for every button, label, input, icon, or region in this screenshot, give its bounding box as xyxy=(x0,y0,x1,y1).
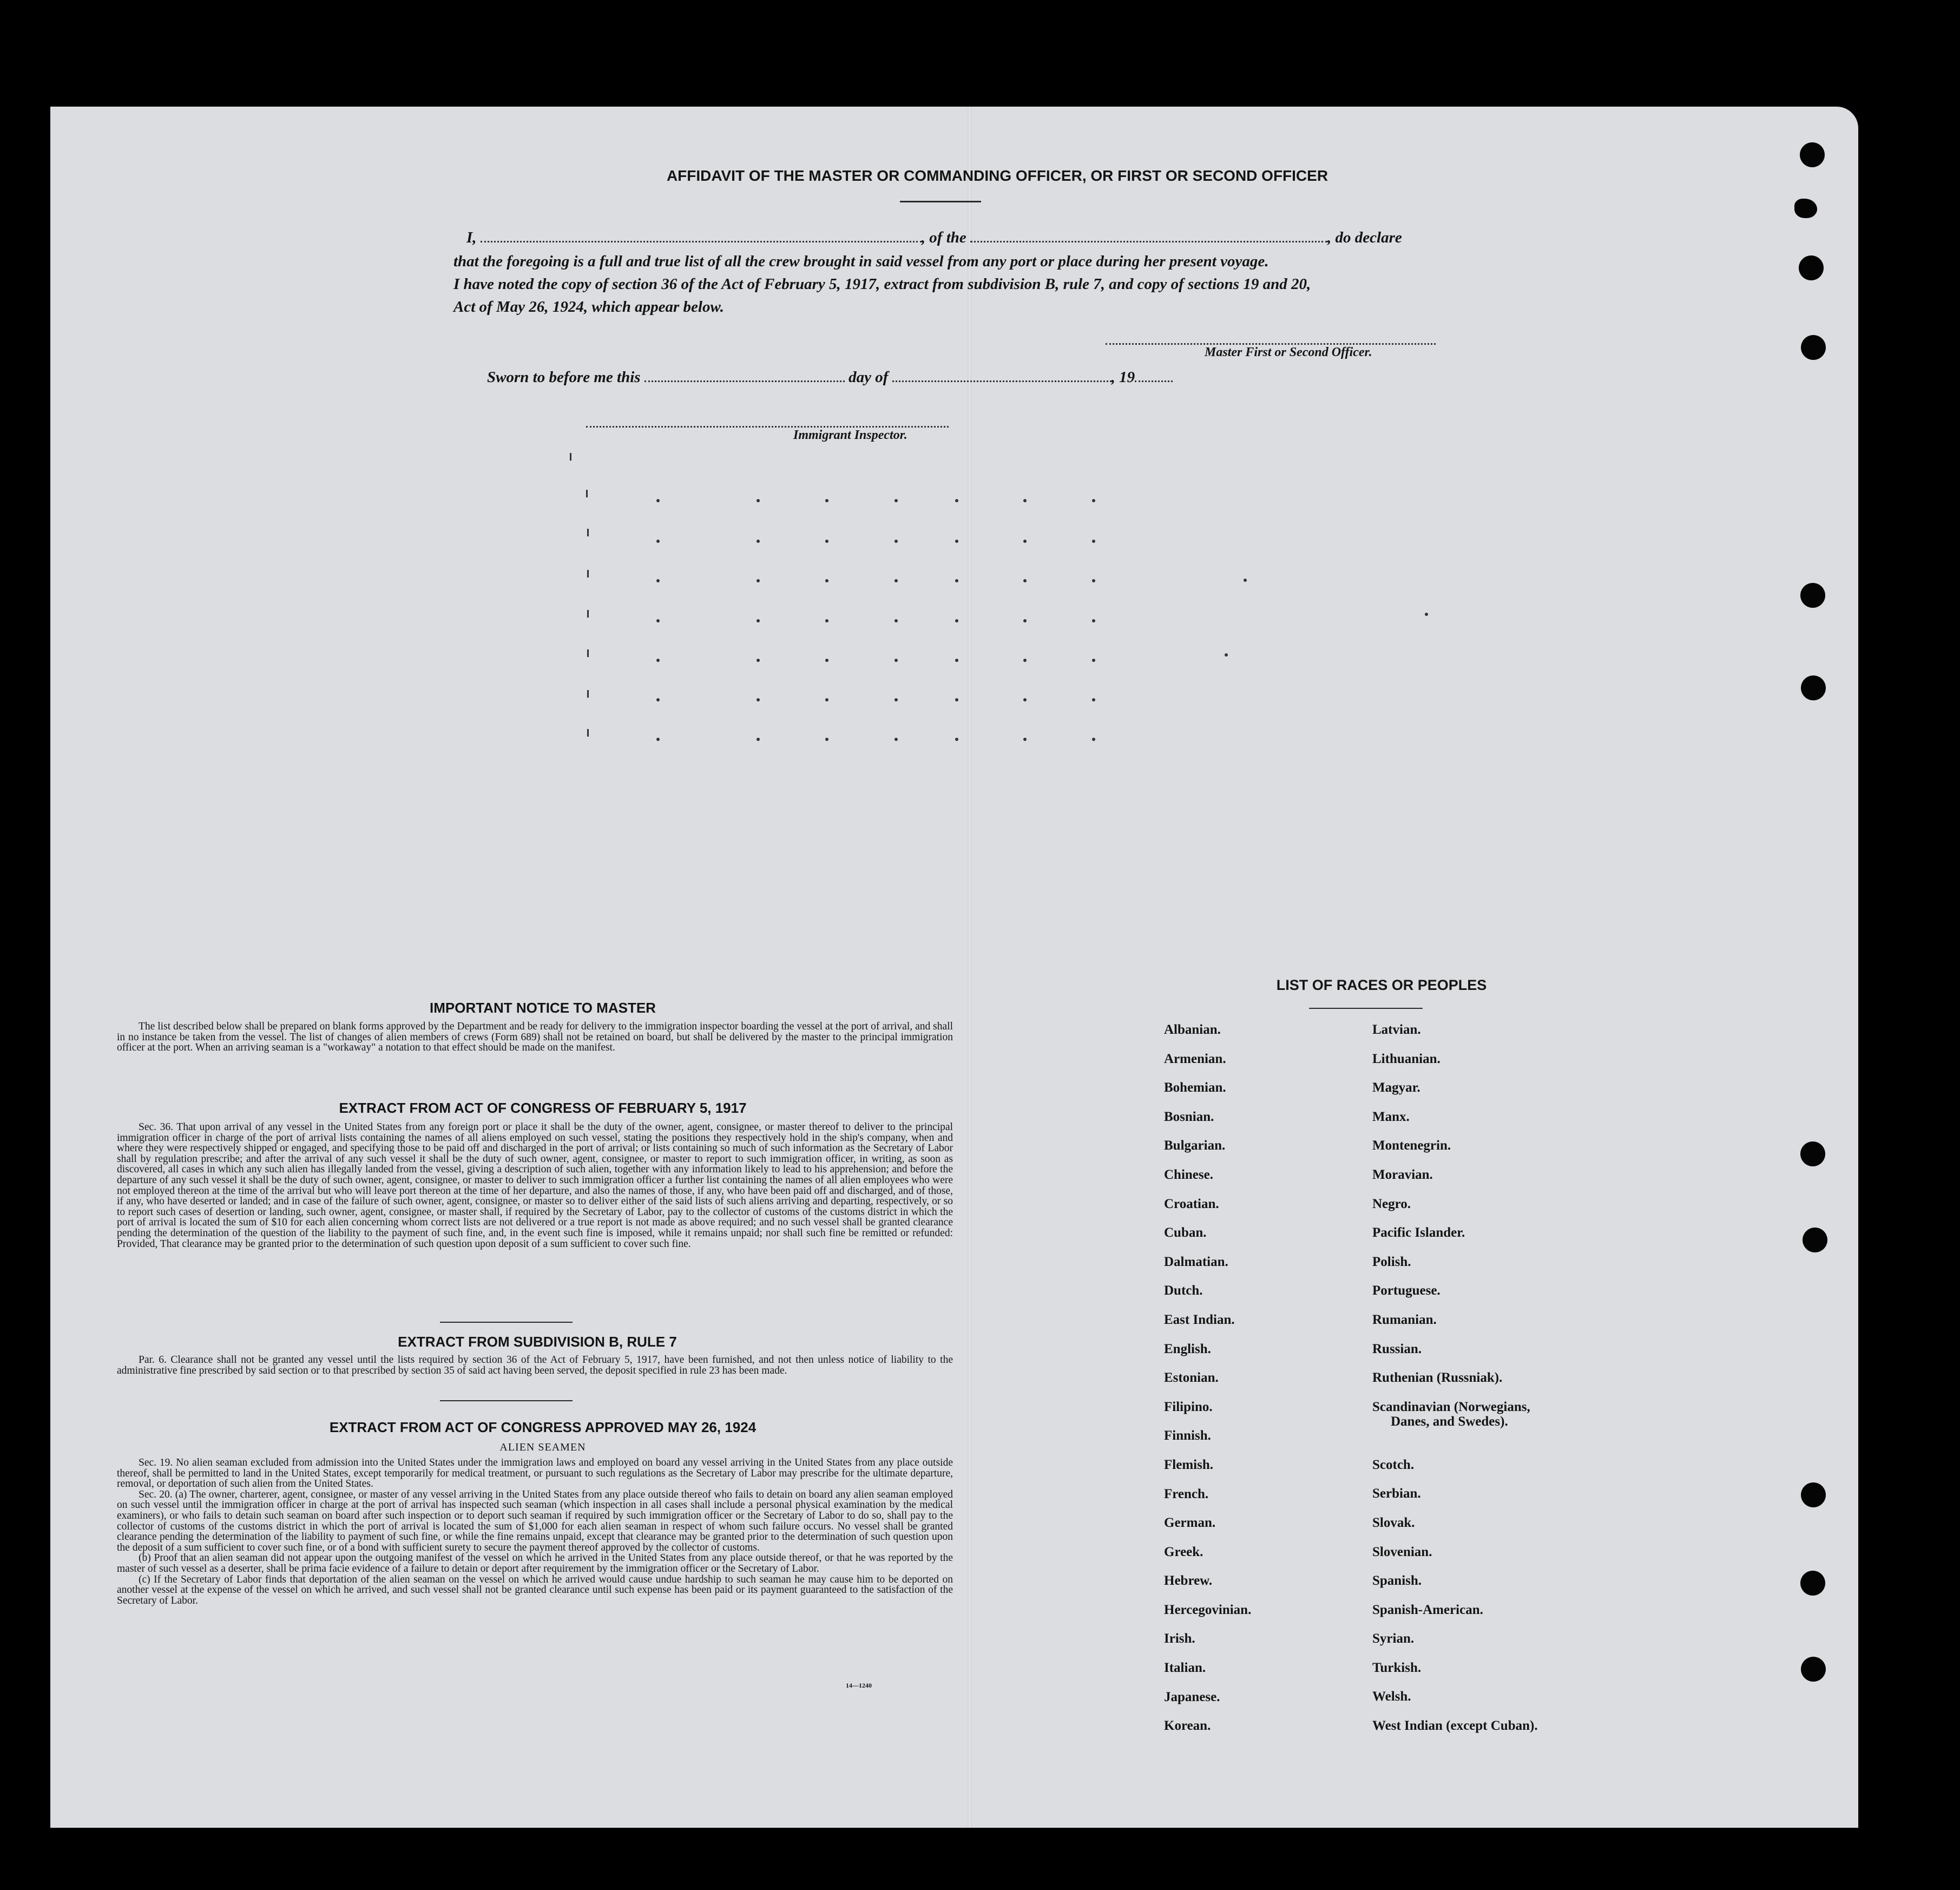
document-sheet xyxy=(50,107,1858,1828)
punch-hole xyxy=(1803,1228,1827,1252)
affidavit-line-2: that the foregoing is a full and true list of all the crew brought in said vessel from any port or place during her present voyage. xyxy=(453,253,1269,270)
race-item: English. xyxy=(1164,1341,1211,1356)
year-label: , 19 xyxy=(1111,369,1135,386)
of-the-label: , of the xyxy=(921,229,966,246)
par-6-paragraph: Par. 6. Clearance shall not be granted any vessel until the lists required by section 36 of the Act of February 5, 1917, have been furnished, and not then unless notice of liability to the administrative fine prescribed by said section or to that prescribed by section 35 of said act having been served, the deposit specified in rule 23 has been made. xyxy=(117,1354,953,1376)
race-item: Latvian. xyxy=(1372,1022,1421,1037)
race-item: Ruthenian (Russniak). xyxy=(1372,1370,1503,1386)
races-left-column xyxy=(1164,1022,1251,1748)
race-item: Moravian. xyxy=(1372,1167,1433,1182)
affidavit-line-3: I have noted the copy of section 36 of the Act of February 5, 1917, extract from subdivision B, rule 7, and copy of sections 19 and 20, xyxy=(453,275,1311,293)
sworn-line xyxy=(487,369,1299,386)
race-item: Slovenian. xyxy=(1372,1544,1432,1559)
sec-20c-paragraph: (c) If the Secretary of Labor finds that deportation of the alien seaman on the vessel on which he arrived would cause undue hardship to such seaman he may cause him to be deported on another vessel at the expense of the vessel on which he arrived, and such vessel shall not be granted clearance until such expense has been paid or its payment guaranteed to the satisfaction of the Secretary of Labor. xyxy=(117,1573,953,1606)
ink-blot xyxy=(1794,199,1817,218)
race-item: Negro. xyxy=(1372,1196,1411,1211)
race-item: Spanish-American. xyxy=(1372,1602,1483,1617)
divider xyxy=(440,1400,573,1401)
form-number: 14—1240 xyxy=(846,1682,872,1689)
race-item: Bosnian. xyxy=(1164,1109,1214,1124)
race-item: Syrian. xyxy=(1372,1631,1415,1646)
race-item: Cuban. xyxy=(1164,1225,1207,1241)
race-item: Turkish. xyxy=(1372,1660,1422,1675)
race-item: Montenegrin. xyxy=(1372,1138,1451,1153)
month-blank[interactable] xyxy=(892,380,1111,382)
sec-20b-paragraph: (b) Proof that an alien seaman did not appear upon the outgoing manifest of the vessel on which he arrived in the United States from any place outside thereof, or that he was reported by the master of such vessel as a deserter, shall be prima facie evidence of a failure to detain or deport after requirement by the immigration officer or the Secretary of Labor. xyxy=(117,1552,953,1574)
title-underline xyxy=(900,201,981,202)
affidavit-title: AFFIDAVIT OF THE MASTER OR COMMANDING OFFICER, OR FIRST OR SECOND OFFICER xyxy=(666,167,1328,184)
extract-1917-title: EXTRACT FROM ACT OF CONGRESS OF FEBRUARY 5, 1917 xyxy=(339,1100,747,1116)
inspector-label: Immigrant Inspector. xyxy=(793,428,907,442)
race-item: Danes, and Swedes). xyxy=(1391,1414,1508,1429)
race-item: Chinese. xyxy=(1164,1167,1213,1182)
punch-hole xyxy=(1800,583,1825,608)
race-item: Croatian. xyxy=(1164,1196,1219,1211)
notice-body xyxy=(117,1021,953,1053)
master-signature-line[interactable] xyxy=(1106,343,1436,345)
race-item: Russian. xyxy=(1372,1341,1422,1356)
race-item: Italian. xyxy=(1164,1661,1206,1676)
race-item: Manx. xyxy=(1372,1109,1410,1124)
punch-hole xyxy=(1800,1141,1825,1166)
day-blank[interactable] xyxy=(644,380,845,382)
race-item: Scotch. xyxy=(1372,1457,1415,1472)
day-of-label: day of xyxy=(849,369,889,386)
alien-seamen-subtitle: ALIEN SEAMEN xyxy=(499,1441,586,1453)
do-declare-label: , do declare xyxy=(1327,229,1402,246)
name-blank[interactable] xyxy=(481,241,922,242)
race-item: Irish. xyxy=(1164,1631,1195,1646)
race-item: Welsh. xyxy=(1372,1689,1411,1704)
affidavit-line-4: Act of May 26, 1924, which appear below. xyxy=(453,298,724,316)
race-item: French. xyxy=(1164,1486,1209,1501)
sworn-prefix: Sworn to before me this xyxy=(487,369,641,386)
race-item: Armenian. xyxy=(1164,1051,1226,1066)
races-title-underline xyxy=(1309,1008,1423,1009)
punch-hole xyxy=(1801,335,1826,360)
punch-hole xyxy=(1801,675,1826,700)
extract-1924-title: EXTRACT FROM ACT OF CONGRESS APPROVED MAY 26, 1924 xyxy=(329,1419,757,1435)
inspector-signature-line[interactable] xyxy=(586,426,949,428)
race-item: Flemish. xyxy=(1164,1457,1213,1472)
extract-1917-body xyxy=(117,1122,953,1249)
race-item: Slovak. xyxy=(1372,1515,1415,1530)
master-label: Master First or Second Officer. xyxy=(1205,345,1372,359)
race-item: Spanish. xyxy=(1372,1573,1422,1589)
race-item: Dutch. xyxy=(1164,1283,1203,1298)
punch-hole xyxy=(1801,1657,1826,1682)
subdivision-b-title: EXTRACT FROM SUBDIVISION B, RULE 7 xyxy=(398,1334,677,1350)
race-item: East Indian. xyxy=(1164,1312,1235,1327)
race-item: Korean. xyxy=(1164,1718,1211,1734)
i-label: I, xyxy=(466,229,477,246)
race-item: Lithuanian. xyxy=(1372,1051,1441,1066)
year-blank[interactable] xyxy=(1135,380,1173,382)
sec-20a-paragraph: Sec. 20. (a) The owner, charterer, agent, consignee, or master of any vessel arriving in the United States from any place outside thereof who fails to detain on board any alien seaman employed on such vessel until the immigration officer in charge at the port of arrival has inspected such seaman (which inspection in all cases shall include a personal physical examination by the medical examiners), or who fails to detain such seaman on board after such inspection or to deport such seaman if required by such immigration officer or the Secretary of Labor to do so, shall pay to the collector of customs of the customs district in which the port of arrival is located the sum of $1,000 for each alien seaman in respect of whom such failure occurs. No vessel shall be granted clearance pending the determination of the liability to payment of such fine, or while the fine remains unpaid, except that clearance may be granted prior to the determination of such question upon the deposit of a sum sufficient to cover such fine, or of a bond with sufficient surety to secure the payment thereof approved by the collector of customs. xyxy=(117,1488,953,1553)
race-item: Japanese. xyxy=(1164,1689,1220,1704)
sec-19-paragraph: Sec. 19. No alien seaman excluded from admission into the United States under the immigration laws and employed on board any vessel arriving in the United States from any place outside thereof, shall be permitted to land in the United States, except temporarily for medical treatment, or pursuant to such regulations as the Secretary of Labor may prescribe for the ultimate departure, removal, or deportation of such alien from the United States. xyxy=(117,1457,953,1490)
notice-paragraph: The list described below shall be prepared on blank forms approved by the Department and be ready for delivery to the immigration inspector boarding the vessel at the port of arrival, and shall in no instance be taken from the vessel. The list of changes of alien members of crews (Form 689) shall not be retained on board, but shall be delivered by the master to the principal immigration officer at the port. When an arriving seaman is a "workaway" a notation to that effect should be made on the manifest. xyxy=(117,1021,953,1054)
race-item: Portuguese. xyxy=(1372,1283,1441,1298)
vessel-blank[interactable] xyxy=(970,241,1327,242)
race-item: West Indian (except Cuban). xyxy=(1372,1718,1538,1734)
race-item: Dalmatian. xyxy=(1164,1254,1228,1269)
races-right-column xyxy=(1372,1022,1538,1748)
race-item: Hercegovinian. xyxy=(1164,1602,1252,1617)
punch-hole xyxy=(1799,255,1824,280)
race-item: Scandinavian (Norwegians, xyxy=(1372,1399,1530,1414)
race-item: Pacific Islander. xyxy=(1372,1225,1465,1241)
race-item: Greek. xyxy=(1164,1544,1203,1559)
race-item: Polish. xyxy=(1372,1254,1411,1269)
race-item: Bulgarian. xyxy=(1164,1138,1226,1153)
race-item: Albanian. xyxy=(1164,1022,1221,1037)
race-item: Serbian. xyxy=(1372,1486,1421,1501)
divider xyxy=(440,1322,573,1323)
punch-hole xyxy=(1800,1571,1825,1596)
punch-hole xyxy=(1801,1482,1826,1507)
section-36-paragraph: Sec. 36. That upon arrival of any vessel in the United States from any foreign port or place it shall be the duty of the owner, agent, consignee, or master thereof to deliver to the principal immigration officer in charge of the port of arrival lists containing the names of all aliens employed on such vessel, stating the positions they respectively hold in the ship's company, when and where they were respectively shipped or engaged, and specifying those to be paid off and discharged in the port of arrival; or lists containing so much of such information as the Secretary of Labor shall by regulation prescribe; and after the arrival of any such vessel it shall be the duty of such owner, agent, consignee, or master to report to such immigration officer, in writing, as soon as discovered, all cases in which any such alien has illegally landed from the vessel, giving a description of such alien, together with any information likely to lead to his apprehension; and before the departure of any such vessel it shall be the duty of such owner, agent, consignee, or master to deliver to such immigration officer a further list containing the names of all alien employees who were not employed thereon at the time of the arrival but who will leave port thereon at the time of her departure, and also the names of those, if any, who have been paid off and discharged, and of those, if any, who have deserted or landed; and in case of the failure of such owner, agent, consignee, or master so to deliver either of the said lists of such aliens arriving and departing, respectively, or so to report such cases of desertion or landing, such owner, agent, consignee, or master shall, if required by the Secretary of Labor, pay to the collector of customs of the customs district in which the port of arrival is located the sum of $10 for each alien concerning whom correct lists are not delivered or a true report is not made as above required; and no such vessel shall be granted clearance pending the determination of the question of the liability to the payment of such fine, and, in the event such fine is imposed, while it remains unpaid; nor shall such fine be remitted or refunded: Provided, That clearance may be granted prior to the determination of such question upon deposit of a sum sufficient to cover such fine. xyxy=(117,1121,953,1250)
extract-1924-body xyxy=(117,1458,953,1606)
punch-hole xyxy=(1800,142,1825,167)
notice-title: IMPORTANT NOTICE TO MASTER xyxy=(430,1000,656,1016)
race-item: Hebrew. xyxy=(1164,1573,1213,1589)
races-title: LIST OF RACES OR PEOPLES xyxy=(1276,977,1487,993)
race-item: Filipino. xyxy=(1164,1399,1213,1414)
race-item: Bohemian. xyxy=(1164,1080,1226,1095)
affidavit-line-1 xyxy=(466,229,1505,247)
race-item: Rumanian. xyxy=(1372,1312,1437,1327)
center-fold xyxy=(968,107,972,1828)
subdivision-b-body xyxy=(117,1355,953,1376)
race-item: Estonian. xyxy=(1164,1370,1219,1386)
race-item: Magyar. xyxy=(1372,1080,1420,1095)
race-item: German. xyxy=(1164,1515,1216,1531)
race-item: Finnish. xyxy=(1164,1428,1211,1443)
